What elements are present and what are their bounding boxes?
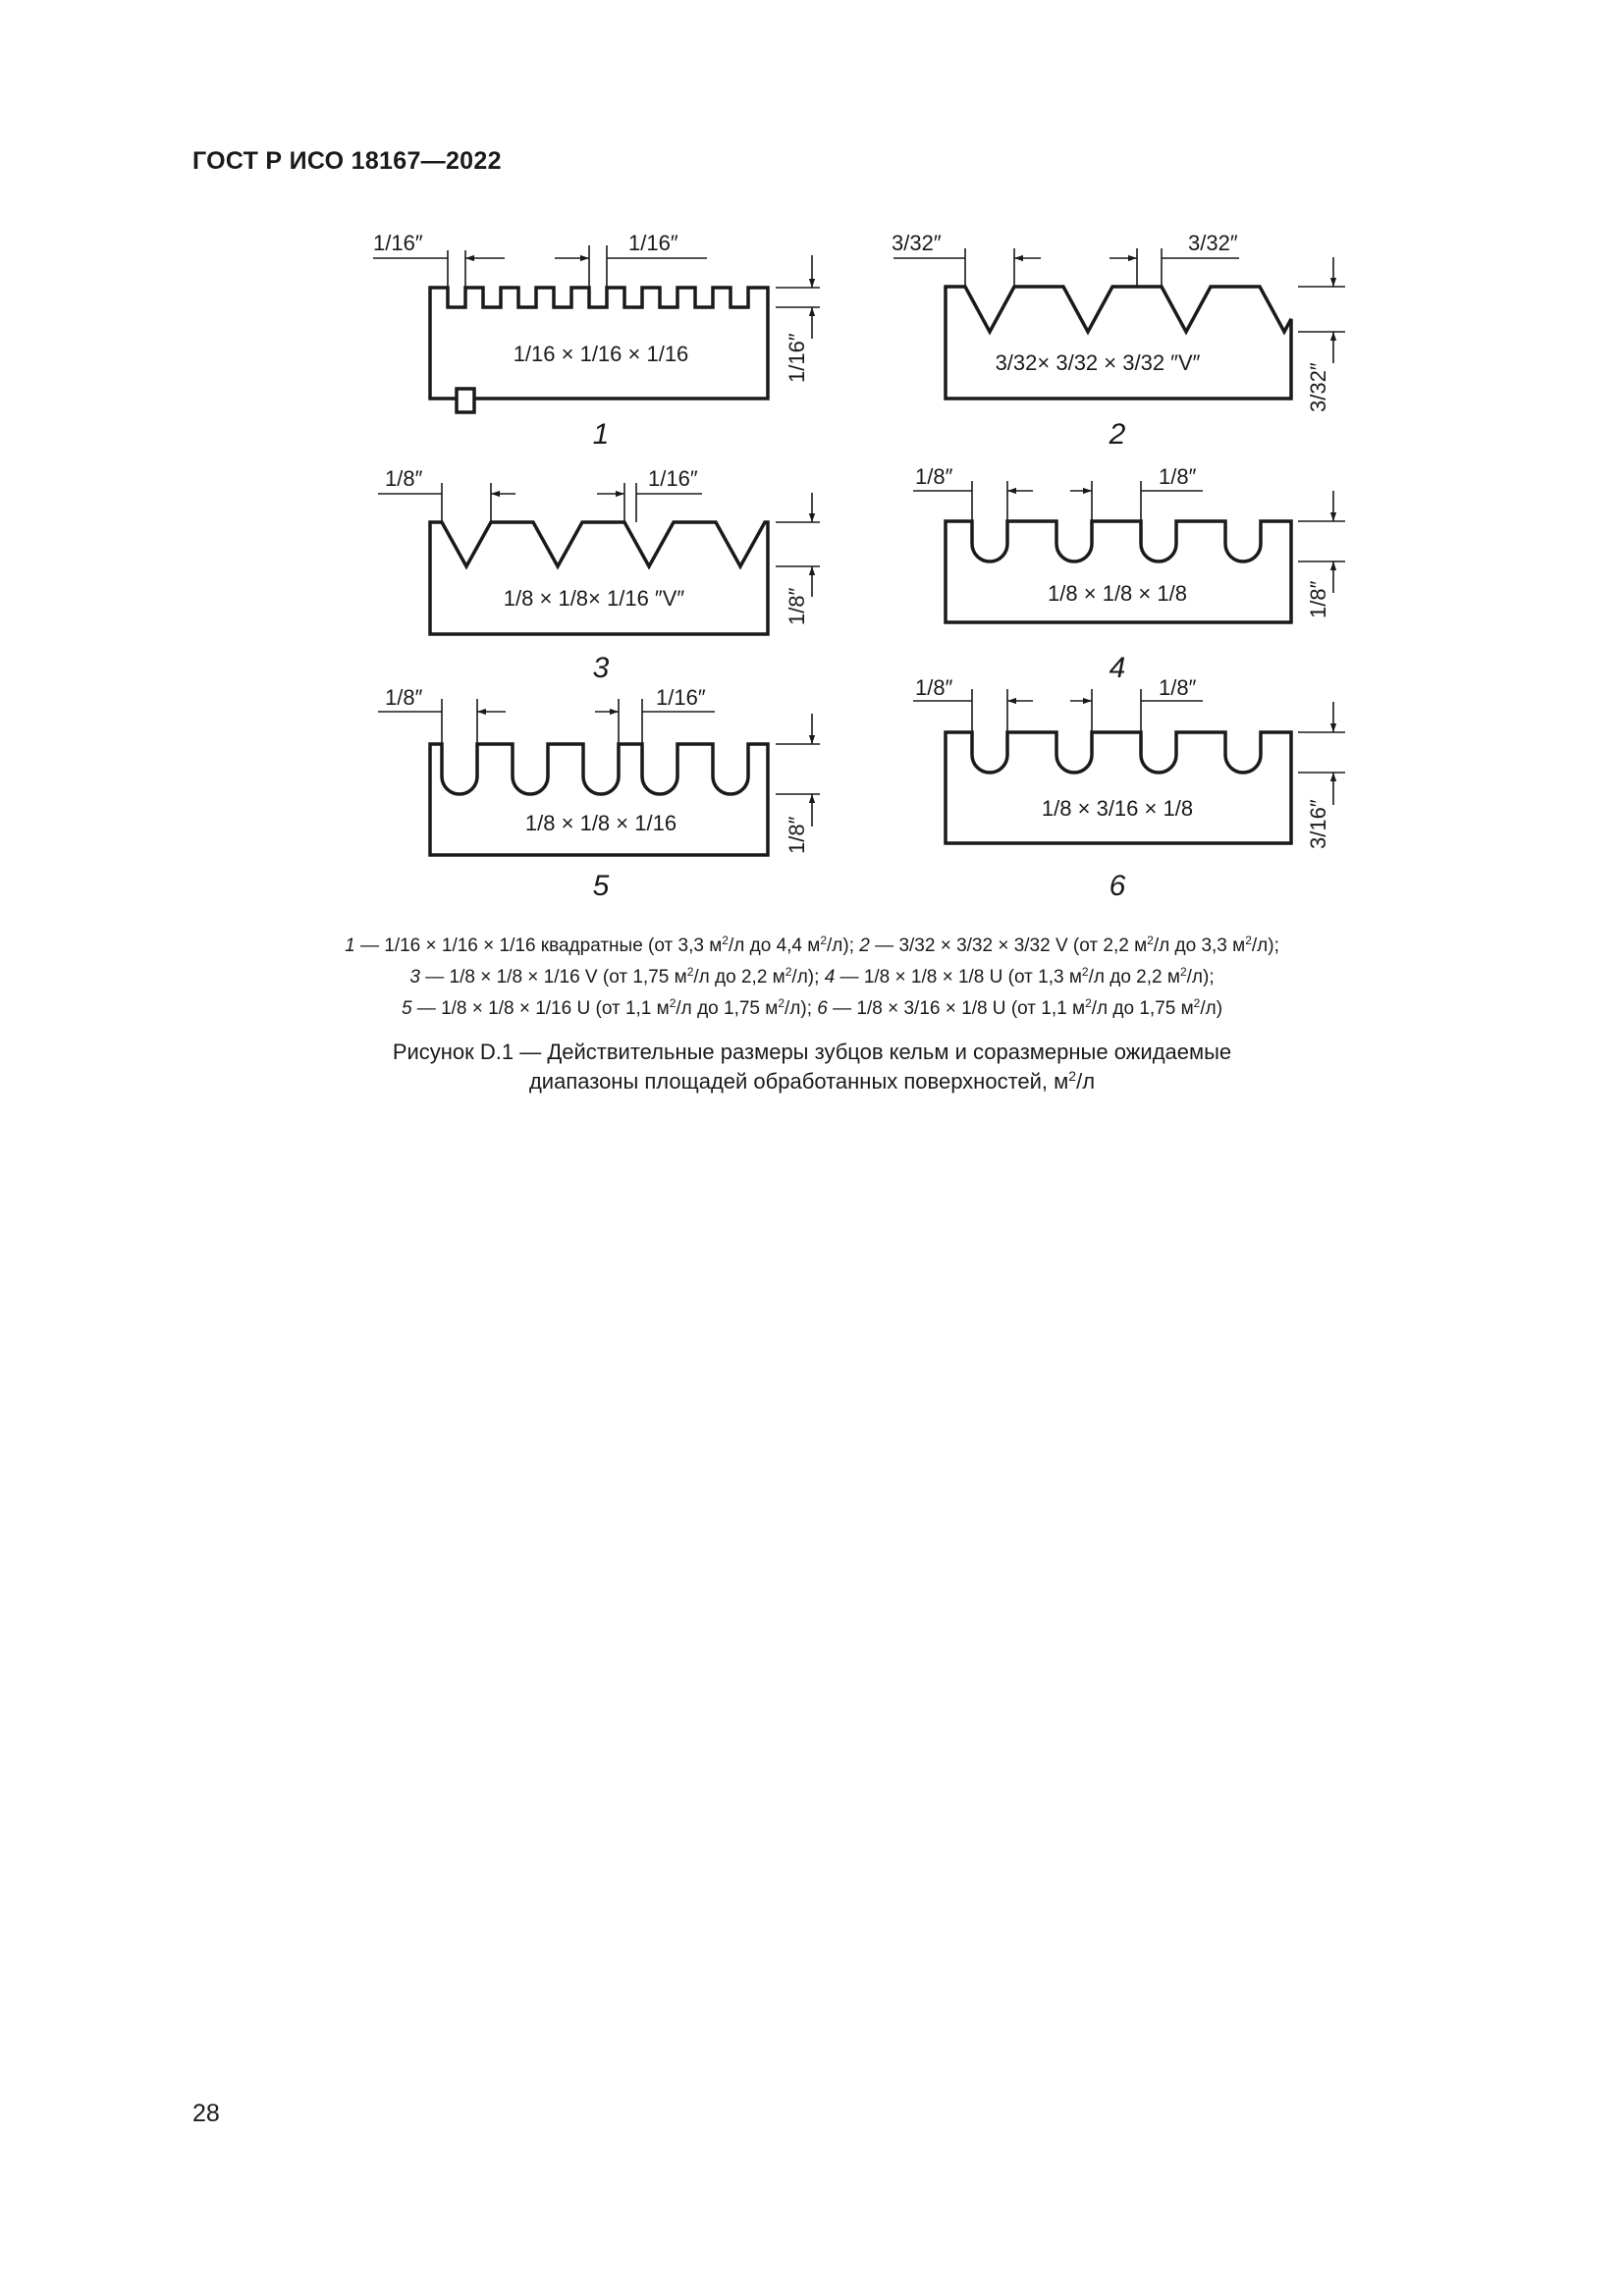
legend-item-text: 1/8 × 3/16 × 1/8 U xyxy=(856,998,1006,1019)
trowel-5-size-label: 1/8 × 1/8 × 1/16 xyxy=(524,811,677,835)
legend-unit: $м^2/л$ xyxy=(765,996,801,1019)
legend-item-number: 1 xyxy=(345,935,355,956)
trowel-6-gap-label: 1/8″ xyxy=(1159,675,1197,700)
caption-line-1: Рисунок D.1 — Действительные размеры зубцов кельм и соразмерные ожидаемые xyxy=(392,1040,1232,1064)
legend-range-from: 1,3 xyxy=(1038,967,1064,988)
legend-unit: $м^2/л$ xyxy=(656,996,692,1019)
legend-range-to: 2,2 xyxy=(740,967,768,988)
legend-unit: $м^2/л$ xyxy=(1072,996,1109,1019)
figure-caption xyxy=(192,1038,1432,1096)
trowel-6-outline xyxy=(946,732,1291,843)
legend-unit: $м^2/л$ xyxy=(1232,934,1269,956)
legend-unit: $м^2/л$ xyxy=(1166,965,1203,988)
legend-range-from: 3,3 xyxy=(677,935,704,956)
legend-item-text: 3/32 × 3/32 × 3/32 V xyxy=(898,935,1068,956)
figure-legend xyxy=(192,931,1432,1025)
document-header: ГОСТ Р ИСО 18167—2022 xyxy=(192,147,502,175)
trowel-6-pitch-label: 1/8″ xyxy=(915,675,953,700)
trowel-4-pitch-label: 1/8″ xyxy=(915,464,953,489)
trowel-2-number: 2 xyxy=(1109,418,1126,451)
legend-item-number: 5 xyxy=(401,998,412,1019)
legend-item-text: 1/8 × 1/8 × 1/16 V xyxy=(449,967,598,988)
legend-unit: $м^2/л$ xyxy=(674,965,710,988)
trowel-6-depth-label: 3/16″ xyxy=(1306,799,1330,849)
legend-item-number: 3 xyxy=(409,967,420,988)
trowel-1-pitch-label: 1/16″ xyxy=(373,231,423,255)
trowel-1-gap-label: 1/16″ xyxy=(628,231,678,255)
legend-item-text: 1/16 × 1/16 × 1/16 квадратные xyxy=(384,935,643,956)
legend-range-from: 1,75 xyxy=(632,967,670,988)
trowel-3-size-label: 1/8 × 1/8× 1/16 ″V″ xyxy=(503,586,685,611)
page-number: 28 xyxy=(192,2100,220,2127)
trowel-3-depth-label: 1/8″ xyxy=(785,587,809,625)
legend-item: 6 — 1/8 × 3/16 × 1/8 U (от 1,1 $м^2/л$ до 1,75 $м^2/л$) xyxy=(817,996,1223,1019)
trowel-4-gap-label: 1/8″ xyxy=(1159,464,1197,489)
legend-item-number: 6 xyxy=(817,998,828,1019)
legend-item-text: 1/8 × 1/8 × 1/16 U xyxy=(441,998,591,1019)
legend-unit: $м^2/л$ xyxy=(807,934,843,956)
legend-item-number: 2 xyxy=(859,935,870,956)
trowel-3-diagram xyxy=(378,466,820,684)
legend-item: 2 — 3/32 × 3/32 × 3/32 V (от 2,2 $м^2/л$ до 3,3 $м^2/л$); xyxy=(859,934,1279,956)
legend-item: 4 — 1/8 × 1/8 × 1/8 U (от 1,3 $м^2/л$ до 2,2 $м^2/л$); xyxy=(824,965,1215,988)
legend-item: 5 — 1/8 × 1/8 × 1/16 U (от 1,1 $м^2/л$ до 1,75 $м^2/л$); xyxy=(401,996,818,1019)
trowel-3-gap-label: 1/16″ xyxy=(648,466,698,491)
legend-range-to: 2,2 xyxy=(1136,967,1163,988)
legend-range-from: 1,1 xyxy=(1041,998,1067,1019)
trowel-2-pitch-label: 3/32″ xyxy=(892,231,942,255)
trowel-3-number: 3 xyxy=(592,652,610,684)
trowel-1-size-label: 1/16 × 1/16 × 1/16 xyxy=(513,342,689,366)
trowel-5-number: 5 xyxy=(592,870,610,902)
legend-line xyxy=(192,962,1432,993)
legend-unit: $м^2/л$ xyxy=(772,965,808,988)
legend-range-to: 3,3 xyxy=(1201,935,1227,956)
trowel-5-pitch-label: 1/8″ xyxy=(385,685,423,710)
trowel-4-number: 4 xyxy=(1109,652,1126,684)
trowel-6-number: 6 xyxy=(1109,870,1126,902)
legend-range-from: 1,1 xyxy=(624,998,652,1019)
trowel-4-size-label: 1/8 × 1/8 × 1/8 xyxy=(1048,581,1187,606)
legend-line xyxy=(192,993,1432,1025)
legend-line xyxy=(192,931,1432,962)
legend-item: 1 — 1/16 × 1/16 × 1/16 квадратные (от 3,3 $м^2/л$ до 4,4 $м^2/л$); xyxy=(345,934,860,956)
trowel-5-diagram xyxy=(378,685,820,902)
trowel-1-diagram xyxy=(373,231,820,451)
legend-unit: $м^2/л$ xyxy=(1180,996,1217,1019)
trowel-2-gap-label: 3/32″ xyxy=(1188,231,1238,255)
legend-range-from: 2,2 xyxy=(1103,935,1129,956)
legend-item: 3 — 1/8 × 1/8 × 1/16 V (от 1,75 $м^2/л$ до 2,2 $м^2/л$); xyxy=(409,965,825,988)
legend-item-text: 1/8 × 1/8 × 1/8 U xyxy=(863,967,1003,988)
trowel-notch-figure xyxy=(0,0,1624,913)
trowel-1-number: 1 xyxy=(592,418,610,451)
trowel-1-depth-label: 1/16″ xyxy=(785,333,809,383)
trowel-4-diagram xyxy=(913,464,1345,684)
trowel-2-size-label: 3/32× 3/32 × 3/32 ″V″ xyxy=(995,350,1201,375)
legend-range-to: 1,75 xyxy=(1139,998,1176,1019)
legend-item-number: 4 xyxy=(824,967,836,988)
legend-unit: $м^2/л$ xyxy=(709,934,745,956)
caption-line-2: диапазоны площадей обработанных поверхностей, $м^2/л$ xyxy=(528,1068,1096,1094)
trowel-2-outline xyxy=(946,287,1291,399)
trowel-4-depth-label: 1/8″ xyxy=(1306,580,1330,618)
trowel-4-outline xyxy=(946,521,1291,622)
legend-range-to: 4,4 xyxy=(776,935,802,956)
trowel-2-diagram xyxy=(892,231,1345,451)
legend-unit: $м^2/л$ xyxy=(1068,965,1105,988)
trowel-3-pitch-label: 1/8″ xyxy=(385,466,423,491)
trowel-5-gap-label: 1/16″ xyxy=(656,685,706,710)
trowel-5-outline xyxy=(430,744,768,855)
trowel-6-diagram xyxy=(913,675,1345,902)
trowel-3-outline xyxy=(430,522,768,634)
trowel-5-depth-label: 1/8″ xyxy=(785,816,809,854)
trowel-2-depth-label: 3/32″ xyxy=(1306,362,1330,412)
trowel-6-size-label: 1/8 × 3/16 × 1/8 xyxy=(1041,796,1194,821)
trowel-1-tab xyxy=(457,389,474,412)
legend-range-to: 1,75 xyxy=(724,998,760,1019)
legend-unit: $м^2/л$ xyxy=(1134,934,1170,956)
